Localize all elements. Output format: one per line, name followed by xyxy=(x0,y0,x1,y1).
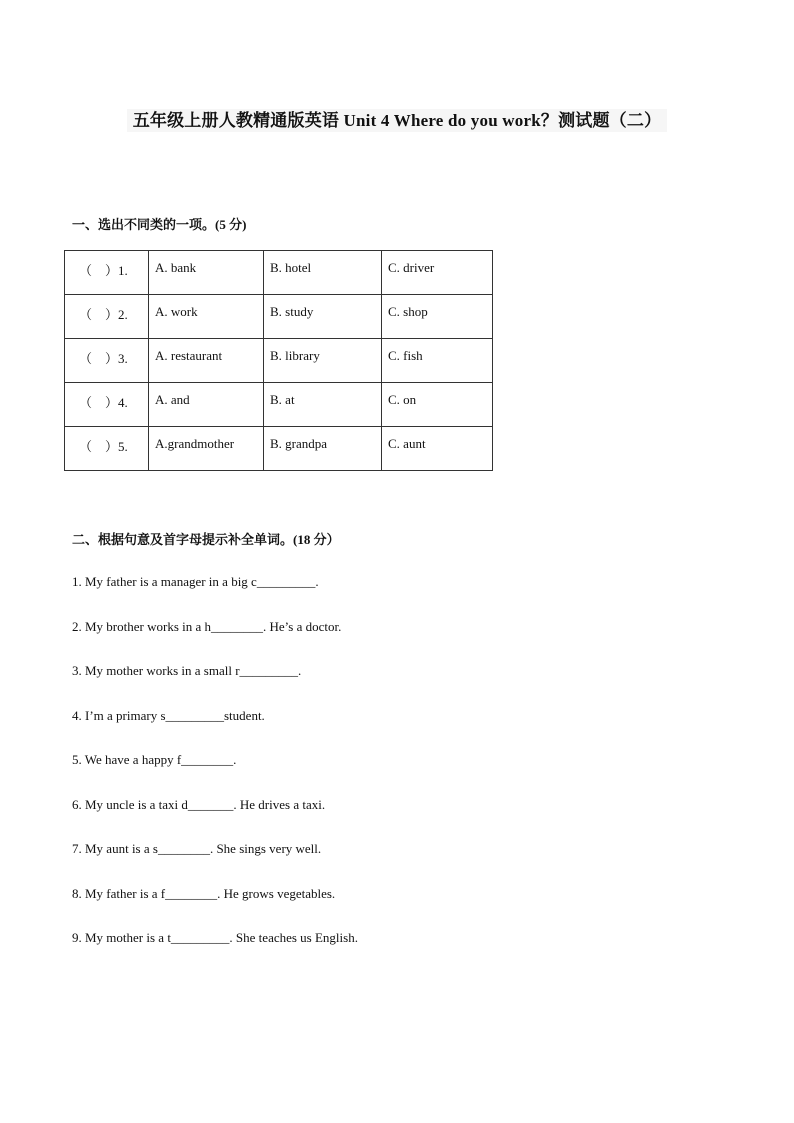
question-number: （ ）1. xyxy=(65,251,149,295)
option-a: A. restaurant xyxy=(149,339,264,383)
list-item: 9. My mother is a t_________. She teaches us English. xyxy=(72,930,358,945)
table-row xyxy=(65,383,493,427)
odd-one-out-table xyxy=(64,250,493,471)
option-a: A.grandmother xyxy=(149,427,264,471)
table-row xyxy=(65,251,493,295)
section-2-heading: 二、根据句意及首字母提示补全单词。(18 分） xyxy=(72,532,340,547)
table-row xyxy=(65,295,493,339)
option-b: B. hotel xyxy=(264,251,382,295)
table-row xyxy=(65,339,493,383)
option-a: A. and xyxy=(149,383,264,427)
page-title xyxy=(0,106,794,131)
option-c: C. on xyxy=(382,383,493,427)
list-item: 2. My brother works in a h________. He’s a doctor. xyxy=(72,618,342,634)
option-b: B. study xyxy=(264,295,382,339)
option-c: C. shop xyxy=(382,295,493,339)
option-b: B. grandpa xyxy=(264,427,382,471)
option-c: C. fish xyxy=(382,339,493,383)
option-c: C. aunt xyxy=(382,427,493,471)
question-number: （ ）2. xyxy=(65,295,149,339)
list-item: 3. My mother works in a small r_________. xyxy=(72,663,302,678)
list-item: 8. My father is a f________. He grows vegetables. xyxy=(72,885,336,901)
option-c: C. driver xyxy=(382,251,493,295)
page-title-text: 五年级上册人教精通版英语 Unit 4 Where do you work？测试题（二） xyxy=(127,109,668,132)
question-number: （ ）4. xyxy=(65,383,149,427)
option-b: B. library xyxy=(264,339,382,383)
section-1-heading: 一、选出不同类的一项。(5 分) xyxy=(72,217,247,232)
question-number: （ ）3. xyxy=(65,339,149,383)
table-row xyxy=(65,427,493,471)
list-item: 7. My aunt is a s________. She sings very well. xyxy=(72,841,322,856)
question-number: （ ）5. xyxy=(65,427,149,471)
list-item: 6. My uncle is a taxi d_______. He drives a taxi. xyxy=(72,796,326,812)
list-item: 5. We have a happy f________. xyxy=(72,752,237,767)
list-item: 4. I’m a primary s_________student. xyxy=(72,707,265,723)
fill-in-list xyxy=(72,574,358,975)
option-b: B. at xyxy=(264,383,382,427)
option-a: A. work xyxy=(149,295,264,339)
option-a: A. bank xyxy=(149,251,264,295)
list-item: 1. My father is a manager in a big c_________. xyxy=(72,574,319,589)
